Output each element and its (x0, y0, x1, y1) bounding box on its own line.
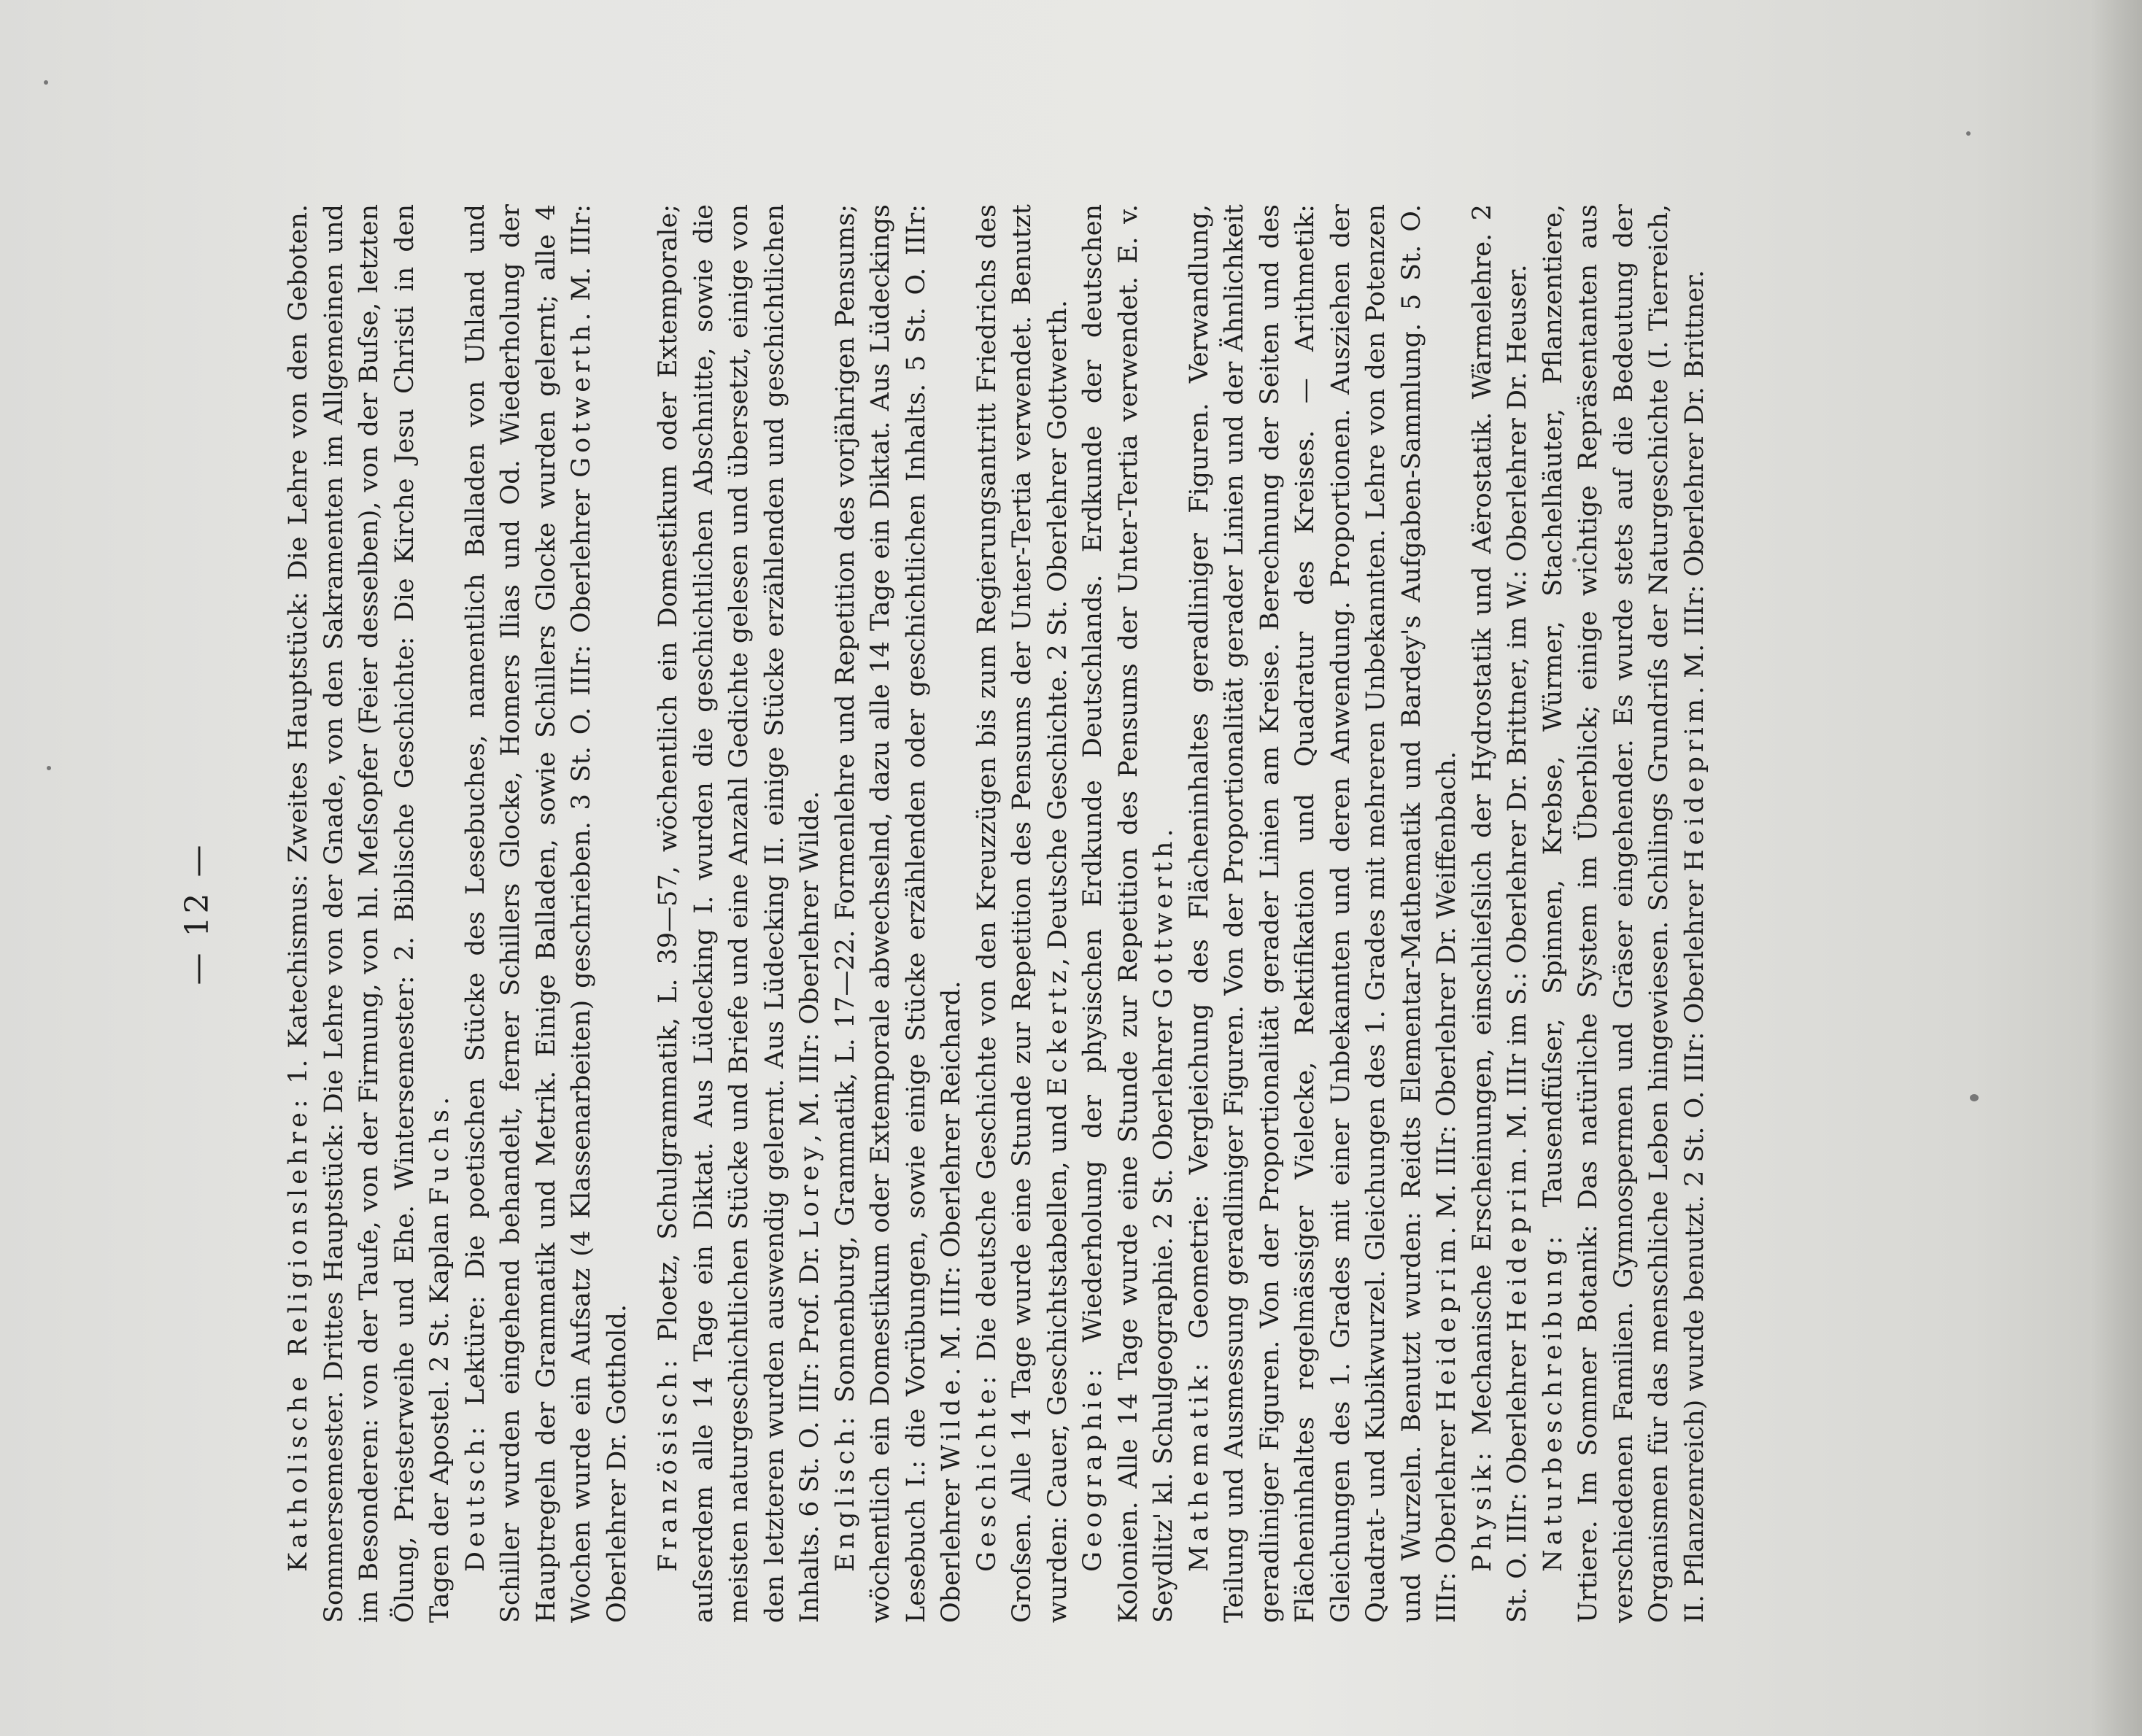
teacher-name: Heideprim (1432, 1234, 1461, 1412)
teacher-name: Eckertz (1043, 966, 1072, 1096)
paragraph-englisch (828, 204, 970, 1623)
paragraph-end: . M. IIIr: Oberlehrer Reichard. (937, 980, 966, 1376)
document-body (281, 204, 1712, 1623)
paragraph-text: Ploetz, Schulgrammatik, L. 39—57, wöchentlich ein Domestikum oder Extemporale; auſserdem alle 14 Tage ein Diktat. Aus Lüdecking I. wurden die geschichtlichen Abschnitte, sowie die meisten naturgeschichtlichen Stücke und Briefe und eine Anzahl Gedichte gelesen und übersetzt, einige von den letzteren wurden auswendig gelernt. Aus Lüdecking II. einige Stücke erzählenden und geschichtlichen Inhalts. 6 St. O. IIIr: Prof. Dr. (654, 204, 824, 1623)
teacher-name: Gottwerth (1149, 837, 1178, 1009)
page-edge-shadow (2091, 0, 2142, 1736)
paragraph-religion (281, 204, 458, 1623)
paragraph-end: . (1149, 829, 1178, 837)
paragraph-deutsch (458, 204, 635, 1623)
paragraph-text: Wiederholung der physischen Erdkunde Deutschlands. Erdkunde der deutschen Kolonien. Alle 14 Tage wurde eine Stunde zur Repetition des Pensums der Unter-Tertia verwendet. E. v. Seydlitz' kl. Schulgeographie. 2 St. Oberlehrer (1078, 204, 1178, 1623)
paragraph-text: Geometrie: Vergleichung des Flächeninhaltes geradliniger Figuren. Verwandlung, Teilung und Ausmessung geradliniger Figuren. Von der Proportionalität gerader Linien und der Ähnlichkeit geradliniger Figuren. Von der Proportionalität gerader Linien am Kreise. Berechnung der Seiten und des Flächeninhaltes regelmässiger Vielecke, Rektifikation und Quadratur des Kreises. — Arithmetik: Gleichungen des 1. Grades mit einer Unbekannten und deren Anwendung. Proportionen. Ausziehen der Quadrat- und Kubikwurzel. Gleichungen des 1. Grades mit mehreren Unbekannten. Lehre von den Potenzen und Wurzeln. Benutzt wurden: Reidts Elementar-Mathematik und Bardey's Aufgaben-Sammlung. 5 St. O. IIIr: Oberlehrer (1184, 204, 1461, 1623)
subject-heading: Katholische Religionslehre: (284, 1095, 313, 1572)
paragraph-geschichte (970, 204, 1076, 1623)
teacher-name: Heideprim (1503, 1155, 1532, 1333)
subject-heading: Geographie: (1078, 1364, 1107, 1572)
paragraph-text: Lektüre: Die poetischen Stücke des Lesebuches, namentlich Balladen von Uhland und Schiller wurden eingehend behandelt, ferner Schillers Glocke, Homers Ilias und Od. Wiederholung der Hauptregeln der Grammatik und Metrik. Einige Balladen, sowie Schillers Glocke wurden gelernt; alle 4 Wochen wurde ein Aufsatz (4 Klassenarbeiten) geschrieben. 3 St. O. IIIr: Oberlehrer (460, 204, 596, 1623)
paragraph-end: . (425, 1096, 455, 1106)
teacher-name: Fuchs (425, 1105, 455, 1205)
paragraph-text: 1. Katechismus: Zweites Hauptstück: Die Lehre von den Geboten. Sommersemester. Drittes Hauptstück: Die Lehre von der Gnade, von den Sakramenten im Allgemeinen und im Besonderen: von der Taufe, von der Firmung, von hl. Meſsopfer (Feier desselben), von der Buſse, letzten Ölung, Priesterweihe und Ehe. Wintersemester: 2. Biblische Geschichte: Die Kirche Jesu Christi in den Tagen der Apostel. 2 St. Kaplan (284, 204, 455, 1623)
paragraph-text: Sonnenburg, Grammatik, L. 17—22. Formenlehre und Repetition des vorjährigen Pensums; wöchentlich ein Domestikum oder Extemporale abwechselnd, dazu alle 14 Tage ein Diktat. Aus Lüdeckings Lesebuch I.: die Vorübungen, sowie einige Stücke erzählenden oder geschichtlichen Inhalts. 5 St. O. IIIr: Oberlehrer (830, 204, 966, 1623)
speck (1966, 131, 1971, 136)
subject-heading: Geschichte: (972, 1371, 1002, 1572)
paragraph-end: , M. IIIr: Oberlehrer Wilde. (795, 791, 824, 1142)
subject-heading: Deutsch: (460, 1422, 490, 1572)
paragraph-text: Mechanische Erscheinungen, einschlieſslich der Hydrostatik und Aërostatik. Wärmelehre. 2 St. O. IIIr: Oberlehrer (1467, 204, 1532, 1623)
paragraph-franzoesisch (651, 204, 828, 1623)
subject-heading: Mathematik: (1184, 1358, 1214, 1572)
subject-heading: Naturbeschreibung: (1538, 1231, 1568, 1572)
paragraph-geographie (1075, 204, 1182, 1623)
subject-heading: Englisch: (830, 1412, 860, 1572)
paragraph-end: . M. IIIr: Oberlehrer Dr. Brittner. (1679, 269, 1709, 694)
paragraph-text: Die deutsche Geschichte von den Kreuzzügen bis zum Regierungsantritt Friedrichs des Groſsen. Alle 14 Tage wurde eine Stunde zur Repetition des Pensums der Unter-Tertia verwendet. Benutzt wurden: Cauer, Geschichtstabellen, und (972, 204, 1072, 1623)
speck (44, 80, 48, 85)
paragraph-mathematik (1182, 204, 1465, 1623)
paragraph-end: . M. IIIr: Oberlehrer Dr. Gotthold. (567, 204, 632, 1623)
paragraph-end: . M. IIIr: Oberlehrer Dr. Weiffenbach. (1432, 751, 1461, 1235)
subject-heading: Französisch: (654, 1355, 683, 1572)
speck (47, 766, 51, 770)
teacher-name: Gotwerth (567, 320, 596, 478)
paragraph-naturbeschreibung (1536, 204, 1713, 1623)
teacher-name: Heideprim (1679, 694, 1709, 872)
paragraph-end: . M. IIIr im S.: Oberlehrer Dr. Brittner, im W.: Oberlehrer Dr. Heuser. (1503, 264, 1532, 1155)
teacher-name: Wilde (937, 1375, 966, 1471)
rotated-page-content (164, 204, 1901, 1623)
paragraph-gap (635, 204, 651, 1623)
page-number: — 12 — (179, 842, 216, 985)
paragraph-end: , Deutsche Geschichte. 2 St. Oberlehrer Gottwerth. (1043, 300, 1072, 966)
subject-heading: Physik: (1467, 1447, 1497, 1572)
speck (1970, 1094, 1979, 1101)
paragraph-text: Tausendfüſser, Spinnen, Krebse, Würmer, Stachelhäuter, Pflanzentiere, Urtiere. Im Sommer Botanik: Das natürliche System im Überblick; einige wichtige Repräsentanten aus verschiedenen Familien. Gymnospermen und Gräser eingehender. Es wurde stets auf die Bedeutung der Organismen für das menschliche Leben hingewiesen. Schilings Grundriſs der Naturgeschichte (I. Tierreich, II. Pflanzenreich) wurde benutzt. 2 St. O. IIIr: Oberlehrer (1538, 204, 1709, 1623)
paragraph-physik (1465, 204, 1536, 1623)
teacher-name: Lorey (795, 1142, 824, 1239)
